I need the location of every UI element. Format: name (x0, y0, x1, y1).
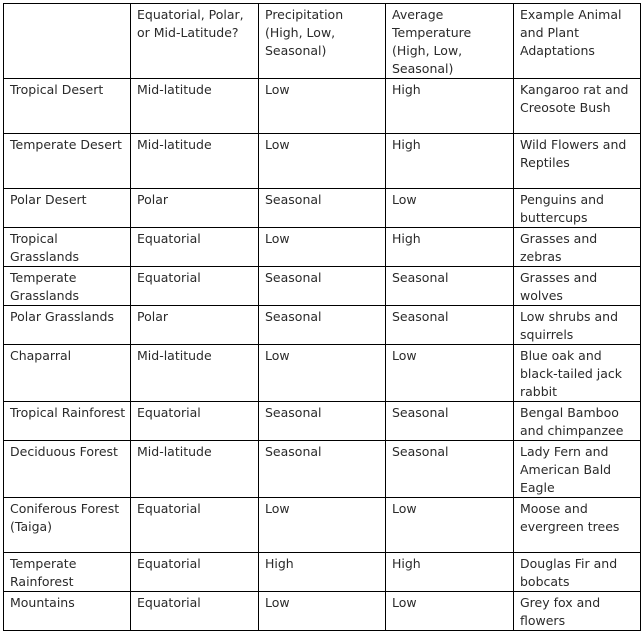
temperature-cell: High (386, 553, 514, 592)
adaptations-cell: Moose and evergreen trees (514, 498, 641, 553)
table-row (4, 345, 641, 402)
precipitation-cell: Seasonal (259, 267, 386, 306)
table-row (4, 306, 641, 345)
adaptations-cell: Douglas Fir and bobcats (514, 553, 641, 592)
latitude-cell: Mid-latitude (131, 345, 259, 402)
adaptations-cell: Blue oak and black-tailed jack rabbit (514, 345, 641, 402)
temperature-cell: Low (386, 189, 514, 228)
table-row (4, 134, 641, 189)
biome-cell: Polar Grasslands (4, 306, 131, 345)
adaptations-cell: Penguins and buttercups (514, 189, 641, 228)
latitude-cell: Equatorial (131, 267, 259, 306)
precipitation-cell: Seasonal (259, 189, 386, 228)
adaptations-cell: Kangaroo rat and Creosote Bush (514, 79, 641, 134)
latitude-cell: Equatorial (131, 553, 259, 592)
biome-table (3, 3, 641, 631)
adaptations-cell: Grey fox and flowers (514, 592, 641, 631)
header-cell-temperature: Average Temperature (High, Low, Seasonal) (386, 4, 514, 79)
table-row (4, 228, 641, 267)
biome-cell: Coniferous Forest (Taiga) (4, 498, 131, 553)
biome-cell: Tropical Grasslands (4, 228, 131, 267)
table-row (4, 592, 641, 631)
biome-cell: Chaparral (4, 345, 131, 402)
temperature-cell: Seasonal (386, 402, 514, 441)
table-row (4, 498, 641, 553)
table-row (4, 79, 641, 134)
temperature-cell: High (386, 134, 514, 189)
adaptations-cell: Grasses and wolves (514, 267, 641, 306)
table-row (4, 402, 641, 441)
latitude-cell: Equatorial (131, 498, 259, 553)
precipitation-cell: High (259, 553, 386, 592)
latitude-cell: Equatorial (131, 228, 259, 267)
precipitation-cell: Seasonal (259, 402, 386, 441)
latitude-cell: Mid-latitude (131, 441, 259, 498)
biome-cell: Polar Desert (4, 189, 131, 228)
precipitation-cell: Low (259, 498, 386, 553)
precipitation-cell: Low (259, 592, 386, 631)
latitude-cell: Polar (131, 189, 259, 228)
temperature-cell: Low (386, 345, 514, 402)
latitude-cell: Mid-latitude (131, 134, 259, 189)
latitude-cell: Polar (131, 306, 259, 345)
biome-cell: Mountains (4, 592, 131, 631)
temperature-cell: Seasonal (386, 306, 514, 345)
adaptations-cell: Wild Flowers and Reptiles (514, 134, 641, 189)
temperature-cell: High (386, 79, 514, 134)
precipitation-cell: Low (259, 79, 386, 134)
biome-cell: Temperate Desert (4, 134, 131, 189)
adaptations-cell: Grasses and zebras (514, 228, 641, 267)
adaptations-cell: Low shrubs and squirrels (514, 306, 641, 345)
precipitation-cell: Seasonal (259, 441, 386, 498)
biome-cell: Tropical Desert (4, 79, 131, 134)
temperature-cell: Low (386, 498, 514, 553)
temperature-cell: Seasonal (386, 267, 514, 306)
header-cell-biome (4, 4, 131, 79)
table-row (4, 441, 641, 498)
precipitation-cell: Seasonal (259, 306, 386, 345)
temperature-cell: Seasonal (386, 441, 514, 498)
latitude-cell: Equatorial (131, 402, 259, 441)
precipitation-cell: Low (259, 134, 386, 189)
temperature-cell: Low (386, 592, 514, 631)
table-row (4, 553, 641, 592)
temperature-cell: High (386, 228, 514, 267)
latitude-cell: Mid-latitude (131, 79, 259, 134)
header-cell-adaptations: Example Animal and Plant Adaptations (514, 4, 641, 79)
biome-cell: Deciduous Forest (4, 441, 131, 498)
precipitation-cell: Low (259, 228, 386, 267)
biome-cell: Temperate Rainforest (4, 553, 131, 592)
biome-cell: Temperate Grasslands (4, 267, 131, 306)
header-cell-latitude: Equatorial, Polar, or Mid-Latitude? (131, 4, 259, 79)
table-row (4, 267, 641, 306)
precipitation-cell: Low (259, 345, 386, 402)
header-cell-precipitation: Precipitation (High, Low, Seasonal) (259, 4, 386, 79)
table-row (4, 189, 641, 228)
biome-cell: Tropical Rainforest (4, 402, 131, 441)
adaptations-cell: Lady Fern and American Bald Eagle (514, 441, 641, 498)
header-row (4, 4, 641, 79)
latitude-cell: Equatorial (131, 592, 259, 631)
adaptations-cell: Bengal Bamboo and chimpanzee (514, 402, 641, 441)
